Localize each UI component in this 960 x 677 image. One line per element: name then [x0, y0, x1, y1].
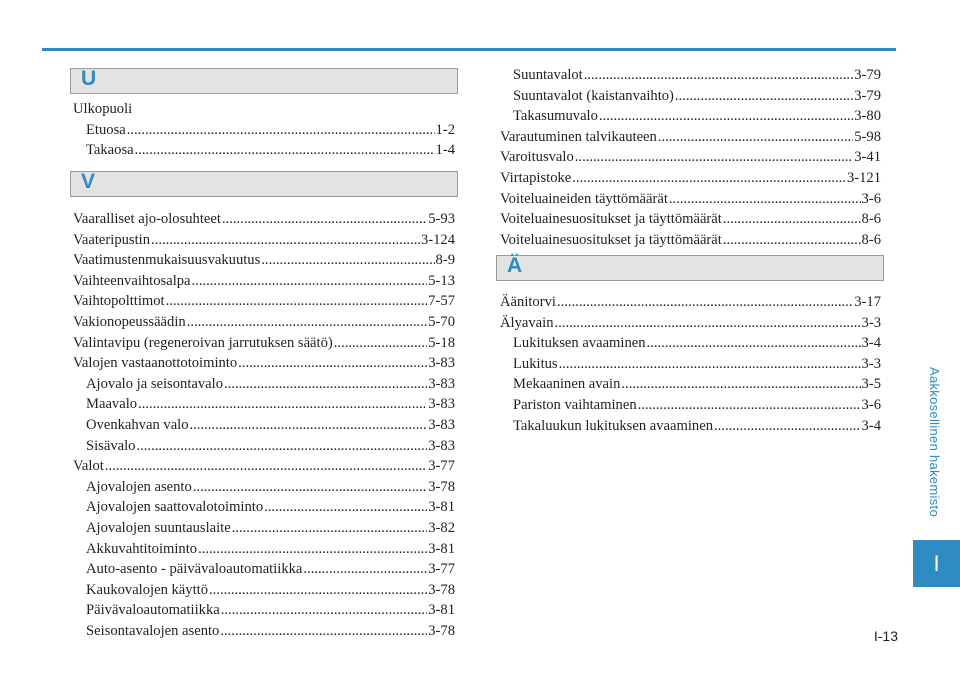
- dot-leader: [136, 436, 427, 457]
- index-entry: [73, 518, 455, 539]
- entry-label: Äänitorvi: [500, 294, 556, 310]
- entry-label: Lukituksen avaaminen: [513, 335, 646, 352]
- index-entry: [500, 189, 881, 210]
- dot-leader: [220, 621, 427, 642]
- entry-label: Päivävaloautomatiikka: [86, 602, 220, 619]
- section-letter: V: [81, 170, 96, 193]
- entry-page-ref: 3-81: [428, 602, 455, 619]
- entry-page-ref: 3-79: [854, 67, 881, 83]
- entry-label: Valojen vastaanottotoiminto: [73, 355, 238, 372]
- index-entry: [500, 230, 881, 251]
- entry-page-ref: 5-93: [428, 211, 455, 227]
- entry-label: Valintavipu (regeneroivan jarrutuksen säätö): [73, 334, 333, 351]
- entry-page-ref: 3-83: [428, 416, 455, 433]
- dot-leader: [138, 394, 427, 415]
- dot-leader: [193, 477, 427, 498]
- dot-leader: [557, 292, 853, 313]
- entry-label: Vaaralliset ajo-olosuhteet: [73, 211, 221, 227]
- dot-leader: [638, 395, 861, 416]
- entry-label: Voiteluainesuositukset ja täyttömäärät: [500, 211, 722, 228]
- index-entry: [500, 313, 881, 334]
- index-entry: [73, 559, 455, 580]
- dot-leader: [190, 415, 428, 436]
- dot-leader: [572, 168, 846, 189]
- side-index-text: Aakkosellinen hakemisto: [927, 367, 942, 517]
- entry-list-v: [73, 209, 455, 641]
- dot-leader: [669, 189, 861, 210]
- entry-page-ref: 1-2: [435, 121, 455, 138]
- index-entry: [73, 333, 455, 354]
- entry-label: Ajovalo ja seisontavalo: [86, 375, 223, 392]
- index-entry: [73, 374, 455, 395]
- index-entry: [73, 291, 455, 312]
- entry-page-ref: 3-80: [854, 108, 881, 125]
- entry-page-ref: 3-41: [854, 149, 881, 166]
- entry-page-ref: 3-4: [861, 417, 881, 434]
- entry-page-ref: 1-4: [435, 142, 455, 159]
- index-entry: [73, 99, 455, 120]
- entry-page-ref: 5-98: [854, 128, 881, 145]
- entry-label: Ulkopuoli: [73, 101, 133, 117]
- entry-label: Vaihtopolttimot: [73, 293, 165, 310]
- index-entry: [73, 477, 455, 498]
- index-entry: [73, 497, 455, 518]
- index-entry: [73, 539, 455, 560]
- page-number: I-13: [873, 628, 898, 644]
- entry-page-ref: 3-4: [861, 335, 881, 352]
- index-entry: [500, 106, 881, 127]
- entry-list-v-continued: [500, 65, 881, 250]
- index-entry: [500, 333, 881, 354]
- entry-page-ref: 3-5: [861, 376, 881, 393]
- dot-leader: [232, 518, 428, 539]
- entry-label: Ajovalojen asento: [86, 478, 192, 495]
- entry-page-ref: 3-77: [428, 561, 455, 578]
- dot-leader: [105, 456, 427, 477]
- entry-label: Akkuvahtitoiminto: [86, 540, 198, 557]
- entry-page-ref: 8-9: [435, 252, 455, 269]
- dot-leader: [224, 374, 427, 395]
- entry-page-ref: 3-83: [428, 355, 455, 372]
- dot-leader: [714, 416, 861, 437]
- dot-leader: [675, 86, 853, 107]
- entry-label: Varoitusvalo: [500, 149, 574, 166]
- entry-label: Vaatimustenmukaisuusvakuutus: [73, 252, 261, 269]
- entry-page-ref: 3-121: [846, 169, 881, 186]
- dot-leader: [261, 250, 434, 271]
- dot-leader: [192, 271, 428, 292]
- entry-label: Seisontavalojen asento: [86, 622, 220, 639]
- entry-label: Virtapistoke: [500, 169, 572, 186]
- entry-label: Voiteluaineiden täyttömäärät: [500, 190, 668, 207]
- index-entry: [73, 621, 455, 642]
- entry-label: Auto-asento - päivävaloautomatiikka: [86, 561, 303, 578]
- index-entry: [73, 436, 455, 457]
- entry-list-ae: [500, 292, 881, 436]
- entry-page-ref: 3-78: [428, 581, 455, 598]
- index-entry: [73, 353, 455, 374]
- dot-leader: [209, 580, 427, 601]
- dot-leader: [555, 313, 861, 334]
- index-entry: [73, 140, 455, 161]
- entry-page-ref: 8-6: [861, 231, 881, 248]
- index-entry: [500, 395, 881, 416]
- entry-label: Lukitus: [513, 355, 558, 372]
- dot-leader: [221, 600, 427, 621]
- entry-label: Takaosa: [86, 142, 134, 159]
- index-entry: [73, 312, 455, 333]
- entry-page-ref: 3-124: [420, 231, 455, 248]
- entry-page-ref: 8-6: [861, 211, 881, 228]
- dot-leader: [303, 559, 427, 580]
- index-entry: [73, 394, 455, 415]
- entry-page-ref: 3-81: [428, 499, 455, 516]
- entry-page-ref: 7-57: [428, 293, 455, 310]
- entry-page-ref: 3-77: [428, 458, 455, 475]
- dot-leader: [647, 333, 861, 354]
- entry-label: Älyavain: [500, 314, 554, 331]
- entry-page-ref: 3-83: [428, 396, 455, 413]
- index-entry: [73, 580, 455, 601]
- dot-leader: [222, 209, 427, 230]
- entry-list-u: [73, 99, 455, 161]
- entry-page-ref: 5-13: [428, 272, 455, 289]
- index-entry: [73, 209, 455, 230]
- section-header-ae: [496, 255, 884, 281]
- index-entry: [73, 271, 455, 292]
- entry-label: Takaluukun lukituksen avaaminen: [513, 417, 713, 434]
- top-rule: [42, 48, 896, 51]
- dot-leader: [151, 230, 420, 251]
- dot-leader: [198, 539, 427, 560]
- entry-label: Varautuminen talvikauteen: [500, 128, 657, 145]
- entry-page-ref: 3-6: [861, 396, 881, 413]
- index-entry: [500, 416, 881, 437]
- entry-label: Vaateripustin: [73, 231, 151, 248]
- section-header-v: [70, 171, 458, 197]
- entry-page-ref: 3-78: [428, 478, 455, 495]
- entry-page-ref: 3-83: [428, 375, 455, 392]
- entry-page-ref: 3-79: [854, 87, 881, 104]
- entry-page-ref: 3-3: [861, 314, 881, 331]
- dot-leader: [127, 120, 435, 141]
- dot-leader: [599, 106, 853, 127]
- entry-page-ref: 5-18: [428, 334, 455, 351]
- entry-label: Valot: [73, 458, 104, 475]
- entry-label: Pariston vaihtaminen: [513, 396, 637, 413]
- dot-leader: [135, 140, 435, 161]
- entry-page-ref: 5-70: [428, 313, 455, 330]
- entry-label: Suuntavalot (kaistanvaihto): [513, 87, 674, 104]
- dot-leader: [723, 209, 861, 230]
- index-entry: [73, 120, 455, 141]
- index-entry: [500, 168, 881, 189]
- entry-page-ref: 3-81: [428, 540, 455, 557]
- entry-label: Ajovalojen suuntauslaite: [86, 519, 231, 536]
- index-entry: [500, 209, 881, 230]
- dot-leader: [238, 353, 427, 374]
- index-entry: [73, 456, 455, 477]
- entry-label: Voiteluainesuositukset ja täyttömäärät: [500, 231, 722, 248]
- index-entry: [500, 86, 881, 107]
- dot-leader: [658, 127, 853, 148]
- entry-page-ref: 3-83: [428, 437, 455, 454]
- entry-label: Sisävalo: [86, 437, 136, 454]
- entry-label: Vakionopeussäädin: [73, 313, 186, 330]
- section-letter: U: [81, 67, 97, 90]
- dot-leader: [621, 374, 860, 395]
- dot-leader: [559, 354, 861, 375]
- entry-label: Mekaaninen avain: [513, 376, 621, 393]
- dot-leader: [723, 230, 861, 251]
- index-entry: [500, 292, 881, 313]
- dot-leader: [334, 333, 427, 354]
- entry-label: Kaukovalojen käyttö: [86, 581, 208, 598]
- entry-label: Suuntavalot: [513, 67, 583, 83]
- entry-label: Maavalo: [86, 396, 138, 413]
- index-entry: [73, 230, 455, 251]
- entry-page-ref: 3-82: [428, 519, 455, 536]
- entry-label: Ajovalojen saattovalotoiminto: [86, 499, 264, 516]
- index-entry: [500, 127, 881, 148]
- section-letter: Ä: [507, 254, 523, 277]
- dot-leader: [264, 497, 427, 518]
- entry-label: Etuosa: [86, 121, 126, 138]
- dot-leader: [575, 147, 853, 168]
- entry-label: Takasumuvalo: [513, 108, 598, 125]
- entry-page-ref: 3-3: [861, 355, 881, 372]
- index-entry: [73, 250, 455, 271]
- entry-page-ref: 3-6: [861, 190, 881, 207]
- dot-leader: [187, 312, 428, 333]
- section-header-u: [70, 68, 458, 94]
- index-entry: [500, 65, 881, 86]
- dot-leader: [584, 65, 854, 86]
- index-entry: [500, 147, 881, 168]
- entry-page-ref: 3-17: [854, 294, 881, 310]
- entry-label: Ovenkahvan valo: [86, 416, 189, 433]
- index-entry: [500, 374, 881, 395]
- entry-label: Vaihteenvaihtosalpa: [73, 272, 191, 289]
- dot-leader: [166, 291, 428, 312]
- index-entry: [500, 354, 881, 375]
- entry-page-ref: 3-78: [428, 622, 455, 639]
- index-entry: [73, 600, 455, 621]
- index-entry: [73, 415, 455, 436]
- side-index-tab: I: [913, 540, 960, 587]
